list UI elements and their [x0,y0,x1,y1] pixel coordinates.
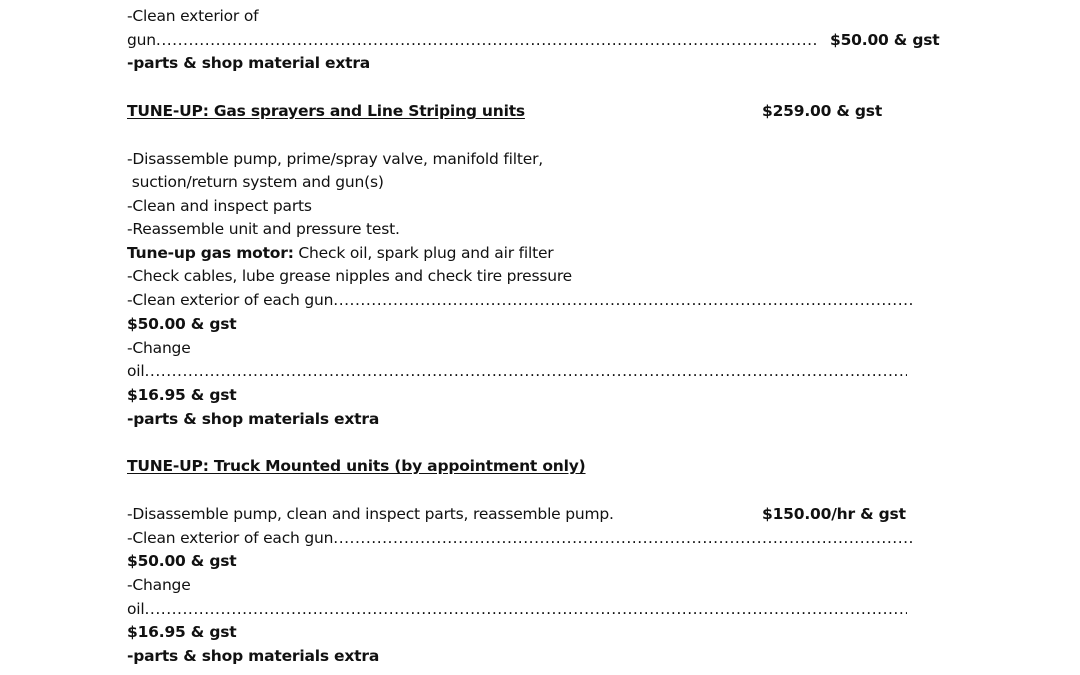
clean-each-gun-price: $50.00 & gst [127,552,237,570]
oil-price: $16.95 & gst [127,386,237,404]
parts-note: -parts & shop materials extra [127,647,380,665]
gas-motor-text: Check oil, spark plug and air filter [293,244,554,262]
change-oil-line: -Change [127,576,191,594]
clean-each-gun-label: -Clean exterior of each gun [127,529,334,547]
service-line: -Reassemble unit and pressure test. [127,220,400,238]
gun-dotted-line [127,29,816,51]
oil-dotted-line [127,360,907,382]
clean-each-gun-price: $50.00 & gst [127,315,237,333]
gun-label: gun [127,31,156,49]
clean-each-gun-line [127,289,915,311]
dot-leader [333,289,915,311]
service-line: -Clean and inspect parts [127,197,312,215]
gas-sprayers-price: $259.00 & gst [762,102,883,120]
dot-leader [156,29,816,51]
service-line: -Check cables, lube grease nipples and check tire pressure [127,267,572,285]
dot-leader [145,360,907,382]
dot-leader [333,527,913,549]
parts-note: -parts & shop material extra [127,54,371,72]
gas-motor-label: Tune-up gas motor: [127,244,294,262]
clean-each-gun-label: -Clean exterior of each gun [127,291,334,309]
truck-mounted-heading: TUNE-UP: Truck Mounted units (by appointment only) [127,457,586,475]
oil-label: oil [127,600,145,618]
gun-clean-price: $50.00 & gst [830,31,940,49]
dot-leader [145,598,907,620]
change-oil-line: -Change [127,339,191,357]
oil-label: oil [127,362,145,380]
service-line: -Disassemble pump, clean and inspect parts, reassemble pump. [127,505,614,523]
truck-mounted-rate: $150.00/hr & gst [762,505,906,523]
oil-price: $16.95 & gst [127,623,237,641]
gas-sprayers-heading: TUNE-UP: Gas sprayers and Line Striping units [127,102,525,120]
service-line: -Disassemble pump, prime/spray valve, manifold filter, [127,150,543,168]
clean-exterior-line: -Clean exterior of [127,7,259,25]
oil-dotted-line [127,598,907,620]
service-line: suction/return system and gun(s) [127,173,384,191]
gas-motor-line [127,242,553,264]
parts-note: -parts & shop materials extra [127,410,380,428]
clean-each-gun-line [127,527,913,549]
